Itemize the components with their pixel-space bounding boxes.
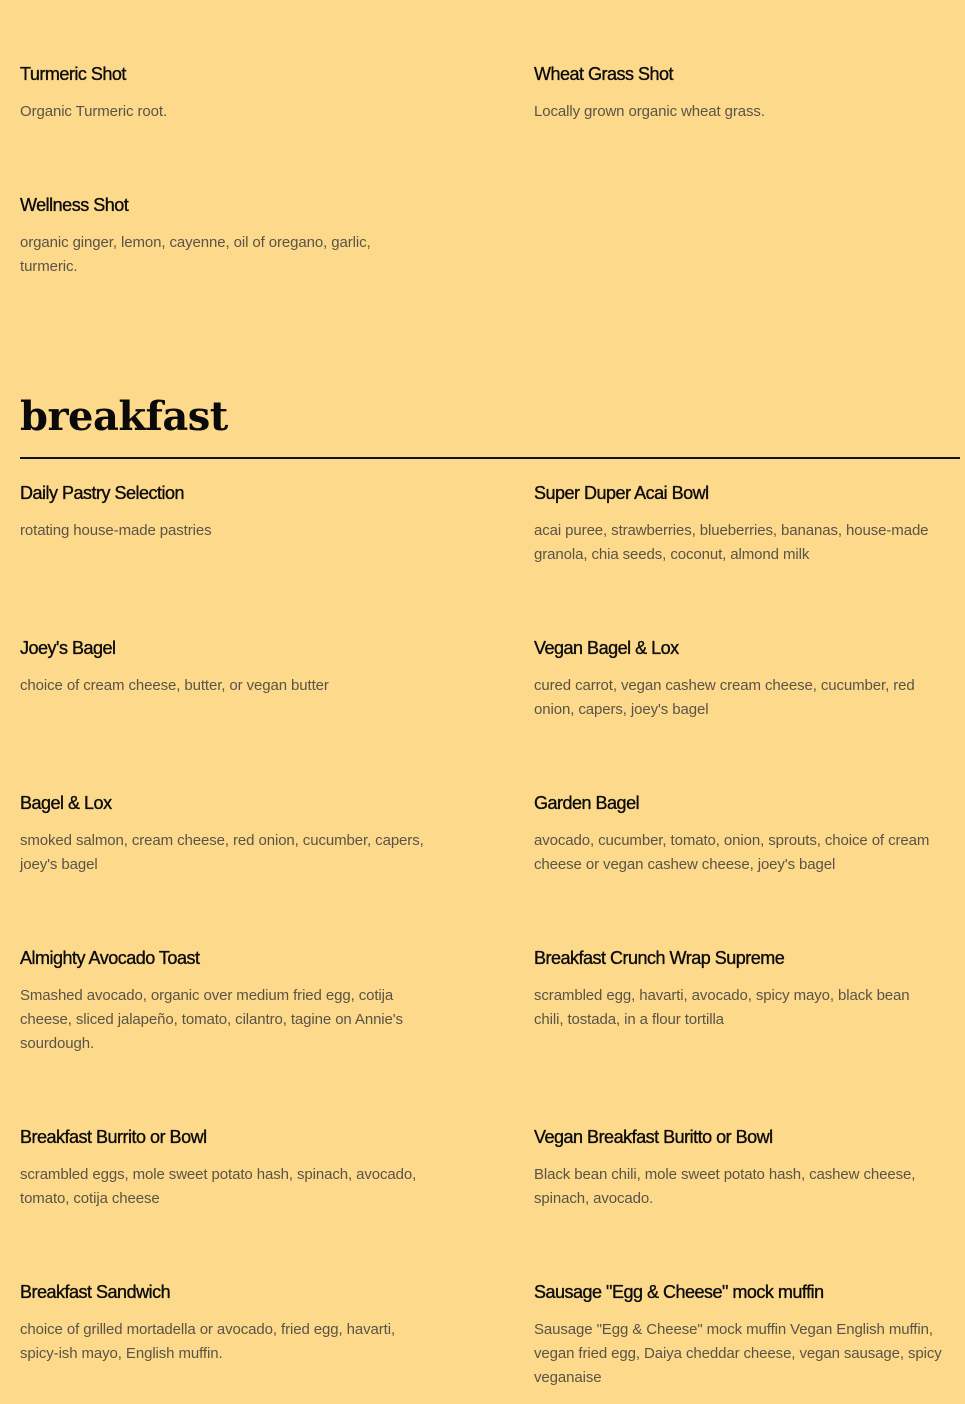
item-name: Turmeric Shot [20, 64, 126, 84]
menu-item-vegan-bagel-lox [534, 636, 934, 722]
item-name: Breakfast Crunch Wrap Supreme [534, 948, 785, 968]
item-name: Breakfast Burrito or Bowl [20, 1127, 207, 1147]
item-description: smoked salmon, cream cheese, red onion, cucumber, capers, joey's bagel [20, 832, 424, 873]
menu-item-breakfast-crunch-wrap-supreme [534, 946, 939, 1032]
menu-item-daily-pastry-selection [20, 481, 445, 543]
menu-item-breakfast-sandwich [20, 1280, 430, 1366]
menu-item-garden-bagel [534, 791, 954, 877]
item-name: Wheat Grass Shot [534, 64, 674, 84]
item-description: scrambled egg, havarti, avocado, spicy mayo, black bean chili, tostada, in a flour tortilla [534, 987, 910, 1028]
item-name: Garden Bagel [534, 793, 640, 813]
item-description: choice of cream cheese, butter, or vegan butter [20, 677, 329, 694]
item-description: cured carrot, vegan cashew cream cheese, cucumber, red onion, capers, joey's bagel [534, 677, 915, 718]
section-divider [20, 457, 960, 459]
item-description: scrambled eggs, mole sweet potato hash, spinach, avocado, tomato, cotija cheese [20, 1166, 417, 1207]
item-description: organic ginger, lemon, cayenne, oil of oregano, garlic, turmeric. [20, 234, 371, 275]
menu-item-bagel-lox [20, 791, 440, 877]
item-description: Smashed avocado, organic over medium fried egg, cotija cheese, sliced jalapeño, tomato, cilantro, tagine on Annie's sourdough. [20, 987, 403, 1052]
item-name: Vegan Bagel & Lox [534, 638, 679, 658]
item-name: Wellness Shot [20, 195, 129, 215]
item-description: avocado, cucumber, tomato, onion, sprouts, choice of cream cheese or vegan cashew cheese, joey's bagel [534, 832, 930, 873]
menu-item-breakfast-burrito-or-bowl [20, 1125, 440, 1211]
item-description: rotating house-made pastries [20, 522, 212, 539]
item-name: Joey's Bagel [20, 638, 116, 658]
menu-item-vegan-breakfast-buritto-or-bowl [534, 1125, 934, 1211]
menu-item-wellness-shot [20, 193, 400, 279]
item-description: Organic Turmeric root. [20, 103, 168, 120]
item-name: Breakfast Sandwich [20, 1282, 171, 1302]
item-name: Vegan Breakfast Buritto or Bowl [534, 1127, 773, 1147]
menu-item-super-duper-acai-bowl [534, 481, 949, 567]
menu-item-sausage-egg-cheese-mock-muffin [534, 1280, 962, 1390]
section-title-breakfast: breakfast [20, 393, 228, 440]
menu-item-almighty-avocado-toast [20, 946, 430, 1056]
item-description: choice of grilled mortadella or avocado, fried egg, havarti, spicy-ish mayo, English muffin. [20, 1321, 396, 1362]
item-name: Daily Pastry Selection [20, 483, 185, 503]
item-name: Super Duper Acai Bowl [534, 483, 709, 503]
item-name: Sausage "Egg & Cheese" mock muffin [534, 1282, 824, 1302]
item-description: acai puree, strawberries, blueberries, bananas, house-made granola, chia seeds, coconut, almond milk [534, 522, 929, 563]
item-description: Sausage "Egg & Cheese" mock muffin Vegan English muffin, vegan fried egg, Daiya cheddar cheese, vegan sausage, spicy veganaise [534, 1321, 942, 1386]
item-name: Bagel & Lox [20, 793, 112, 813]
menu-item-turmeric-shot [20, 62, 445, 124]
menu-item-joeys-bagel [20, 636, 445, 698]
item-name: Almighty Avocado Toast [20, 948, 200, 968]
item-description: Locally grown organic wheat grass. [534, 103, 765, 120]
item-description: Black bean chili, mole sweet potato hash, cashew cheese, spinach, avocado. [534, 1166, 916, 1207]
menu-item-wheat-grass-shot [534, 62, 959, 124]
